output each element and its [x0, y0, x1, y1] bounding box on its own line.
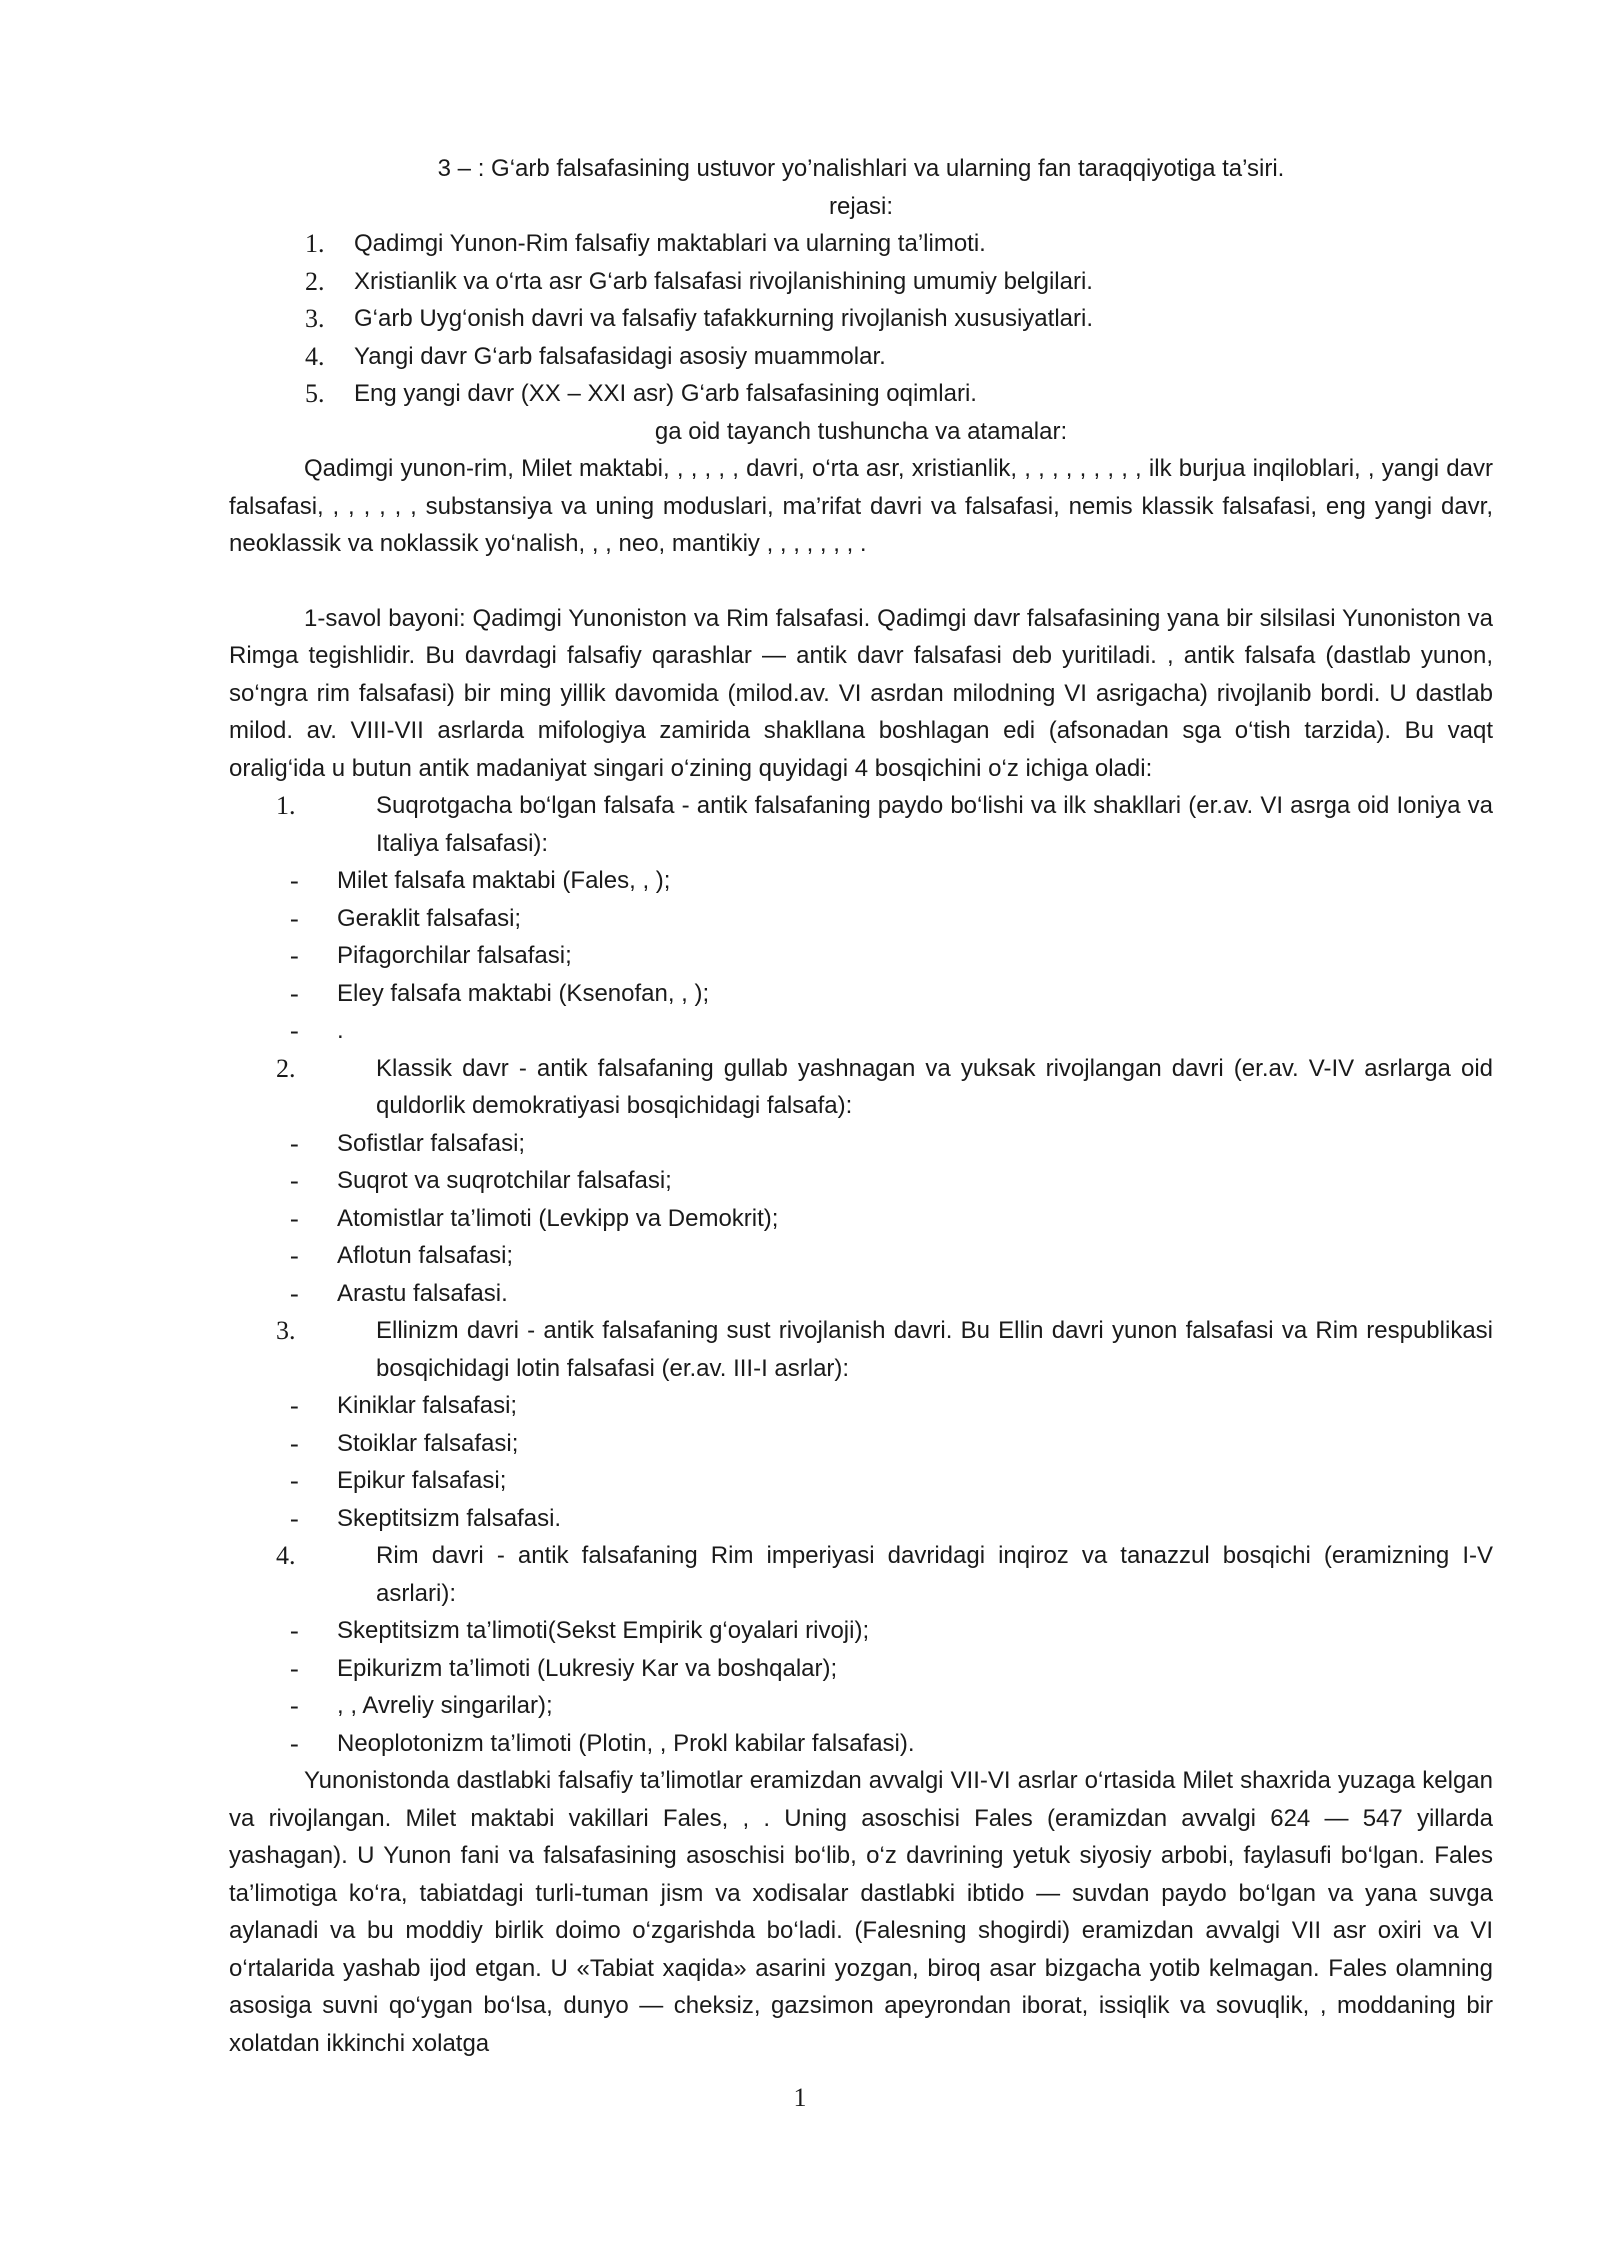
stages-list — [229, 787, 1493, 1762]
stage-sublist — [229, 1612, 1493, 1762]
stage-sublist — [229, 1125, 1493, 1313]
plan-item-number: 3. — [305, 304, 325, 333]
stage-heading — [229, 1537, 1493, 1612]
closing-paragraph: Yunonistonda dastlabki falsafiy ta’limotlar eramizdan avvalgi VII-VI asrlar o‘rtasida Milet shaxrida yuzaga kelgan va rivojlangan. Milet maktabi vakillari Fales, , . Uning asoschisi Fales (eramizdan avvalgi 624 — 547 yillarda yashagan). U Yunon fani va falsafasining asoschisi bo‘lib, o‘z davrining yetuk siyosiy arbobi, faylasufi bo‘lgan. Fales ta’limotiga ko‘ra, tabiatdagi turli-tuman jism va xodisalar dastlabki ibtido — suvdan paydo bo‘lgan va yana suvga aylanadi va bu moddiy birlik doimo o‘zgarishda bo‘ladi. (Falesning shogirdi) eramizdan avvalgi VII asr oxiri va VI o‘rtalarida yashab ijod etgan. U «Tabiat xaqida» asarini yozgan, biroq asar bizgacha yotib kelmagan. Fales olamning asosiga suvni qo‘ygan bo‘lsa, dunyo — cheksiz, gazsimon apeyrondan iborat, issiqlik va sovuqlik, , moddaning bir xolatdan ikkinchi xolatga — [229, 1767, 1493, 2057]
terms-heading: ga oid tayanch tushuncha va atamalar: — [654, 417, 1068, 445]
plan-heading: rejasi: — [828, 192, 894, 220]
stage-subitem: - Aflotun falsafasi; — [229, 1237, 1493, 1275]
plan-item — [229, 225, 1493, 263]
stage-subitem: - Stoiklar falsafasi; — [229, 1425, 1493, 1463]
plan-list — [229, 225, 1493, 413]
plan-item — [229, 375, 1493, 413]
plan-item-text: Eng yangi davr (XX – XXI asr) G‘arb falsafasining oqimlari. — [354, 380, 977, 407]
plan-item-number: 5. — [305, 379, 325, 408]
stage-number: 4. — [276, 1541, 296, 1570]
stage-subitem: - Sofistlar falsafasi; — [229, 1125, 1493, 1163]
stage-heading — [229, 787, 1493, 862]
page-number: 1 — [793, 2083, 807, 2112]
document-title: 3 – : G‘arb falsafasining ustuvor yo’nalishlari va ularning fan taraqqiyotiga ta’siri. — [437, 155, 1285, 182]
stage-subitem: - Skeptitsizm ta’limoti(Sekst Empirik g‘oyalari rivoji); — [229, 1612, 1493, 1650]
stage-subitem: - Neoplotonizm ta’limoti (Plotin, , Prokl kabilar falsafasi). — [229, 1725, 1493, 1763]
plan-item-text: Yangi davr G‘arb falsafasidagi asosiy muammolar. — [354, 342, 886, 370]
plan-item — [229, 300, 1493, 338]
stage-heading — [229, 1050, 1493, 1125]
plan-item-text: Xristianlik va o‘rta asr G‘arb falsafasi rivojlanishining umumiy belgilari. — [354, 267, 1093, 295]
paragraph-spacer — [229, 563, 1493, 600]
stage-sublist — [229, 862, 1493, 1050]
stage-text: Klassik davr - antik falsafaning gullab yashnagan va yuksak rivojlangan davri (er.av. V-IV asrlarga oid quldorlik demokratiyasi bosqichidagi falsafa): — [376, 1054, 1493, 1119]
intro-paragraph: 1-savol bayoni: Qadimgi Yunoniston va Rim falsafasi. Qadimgi davr falsafasining yana bir silsilasi Yunoniston va Rimga tegishlidir. Bu davrdagi falsafiy qarashlar — antik davr falsafasi deb yuritiladi. , antik falsafa (dastlab yunon, so‘ngra rim falsafasi) bir ming yillik davomida (milod.av. VI asrdan milodning VI asrigacha) rivojlanib bordi. U dastlab milod. av. VIII-VII asrlarda mifologiya zamirida shakllana boshlagan edi (afsonadan sga o‘tish tarzida). Bu vaqt oralig‘ida u butun antik madaniyat singari o‘zining quyidagi 4 bosqichini o‘z ichiga oladi: — [229, 604, 1493, 782]
page-content — [229, 150, 1493, 2062]
plan-item-text: G‘arb Uyg‘onish davri va falsafiy tafakkurning rivojlanish xususiyatlari. — [354, 305, 1093, 332]
stage-subitem: - Skeptitsizm falsafasi. — [229, 1500, 1493, 1538]
plan-item-text: Qadimgi Yunon-Rim falsafiy maktablari va ularning ta’limoti. — [354, 230, 986, 257]
stage-number: 1. — [276, 791, 296, 820]
stage-number: 2. — [276, 1053, 296, 1083]
stage-subitem: - Kiniklar falsafasi; — [229, 1387, 1493, 1425]
plan-item-number: 1. — [305, 229, 325, 258]
plan-item — [229, 263, 1493, 301]
stage-subitem: - Suqrot va suqrotchilar falsafasi; — [229, 1162, 1493, 1200]
plan-item — [229, 338, 1493, 376]
stage-text: Ellinizm davri - antik falsafaning sust rivojlanish davri. Bu Ellin davri yunon falsafasi va Rim respublikasi bosqichidagi lotin falsafasi (er.av. III-I asrlar): — [376, 1317, 1493, 1382]
stage-text: Rim davri - antik falsafaning Rim imperiyasi davridagi inqiroz va tanazzul bosqichi (eramizning I-V asrlari): — [376, 1542, 1493, 1607]
plan-item-number: 4. — [305, 341, 325, 371]
stage-subitem: - Epikur falsafasi; — [229, 1462, 1493, 1500]
terms-paragraph: Qadimgi yunon-rim, Milet maktabi, , , , , , davri, o‘rta asr, xristianlik, , , , , , , , , , ilk burjua inqiloblari, , yangi davr falsafasi, , , , , , , substansiya va uning moduslari, ma’rifat davri va falsafasi, nemis klassik falsafasi, eng yangi davr, neoklassik va noklassik yo‘nalish, , , neo, mantikiy , , , , , , , . — [229, 455, 1493, 557]
stage-sublist — [229, 1387, 1493, 1537]
stage-subitem: - Geraklit falsafasi; — [229, 900, 1493, 938]
stage-subitem: - Pifagorchilar falsafasi; — [229, 937, 1493, 975]
stage-subitem: - , , Avreliy singarilar); — [229, 1687, 1493, 1725]
stage-subitem: - Epikurizm ta’limoti (Lukresiy Kar va boshqalar); — [229, 1650, 1493, 1688]
stage-heading — [229, 1312, 1493, 1387]
stage-subitem: - Milet falsafa maktabi (Fales, , ); — [229, 862, 1493, 900]
stage-subitem: - . — [229, 1012, 1493, 1050]
stage-number: 3. — [276, 1316, 296, 1345]
stage-subitem: - Arastu falsafasi. — [229, 1275, 1493, 1313]
stage-subitem: - Atomistlar ta’limoti (Levkipp va Demokrit); — [229, 1200, 1493, 1238]
plan-item-number: 2. — [305, 266, 325, 296]
stage-text: Suqrotgacha bo‘lgan falsafa - antik falsafaning paydo bo‘lishi va ilk shakllari (er.av. VI asrga oid Ioniya va Italiya falsafasi): — [376, 792, 1493, 857]
stage-subitem: - Eley falsafa maktabi (Ksenofan, , ); — [229, 975, 1493, 1013]
